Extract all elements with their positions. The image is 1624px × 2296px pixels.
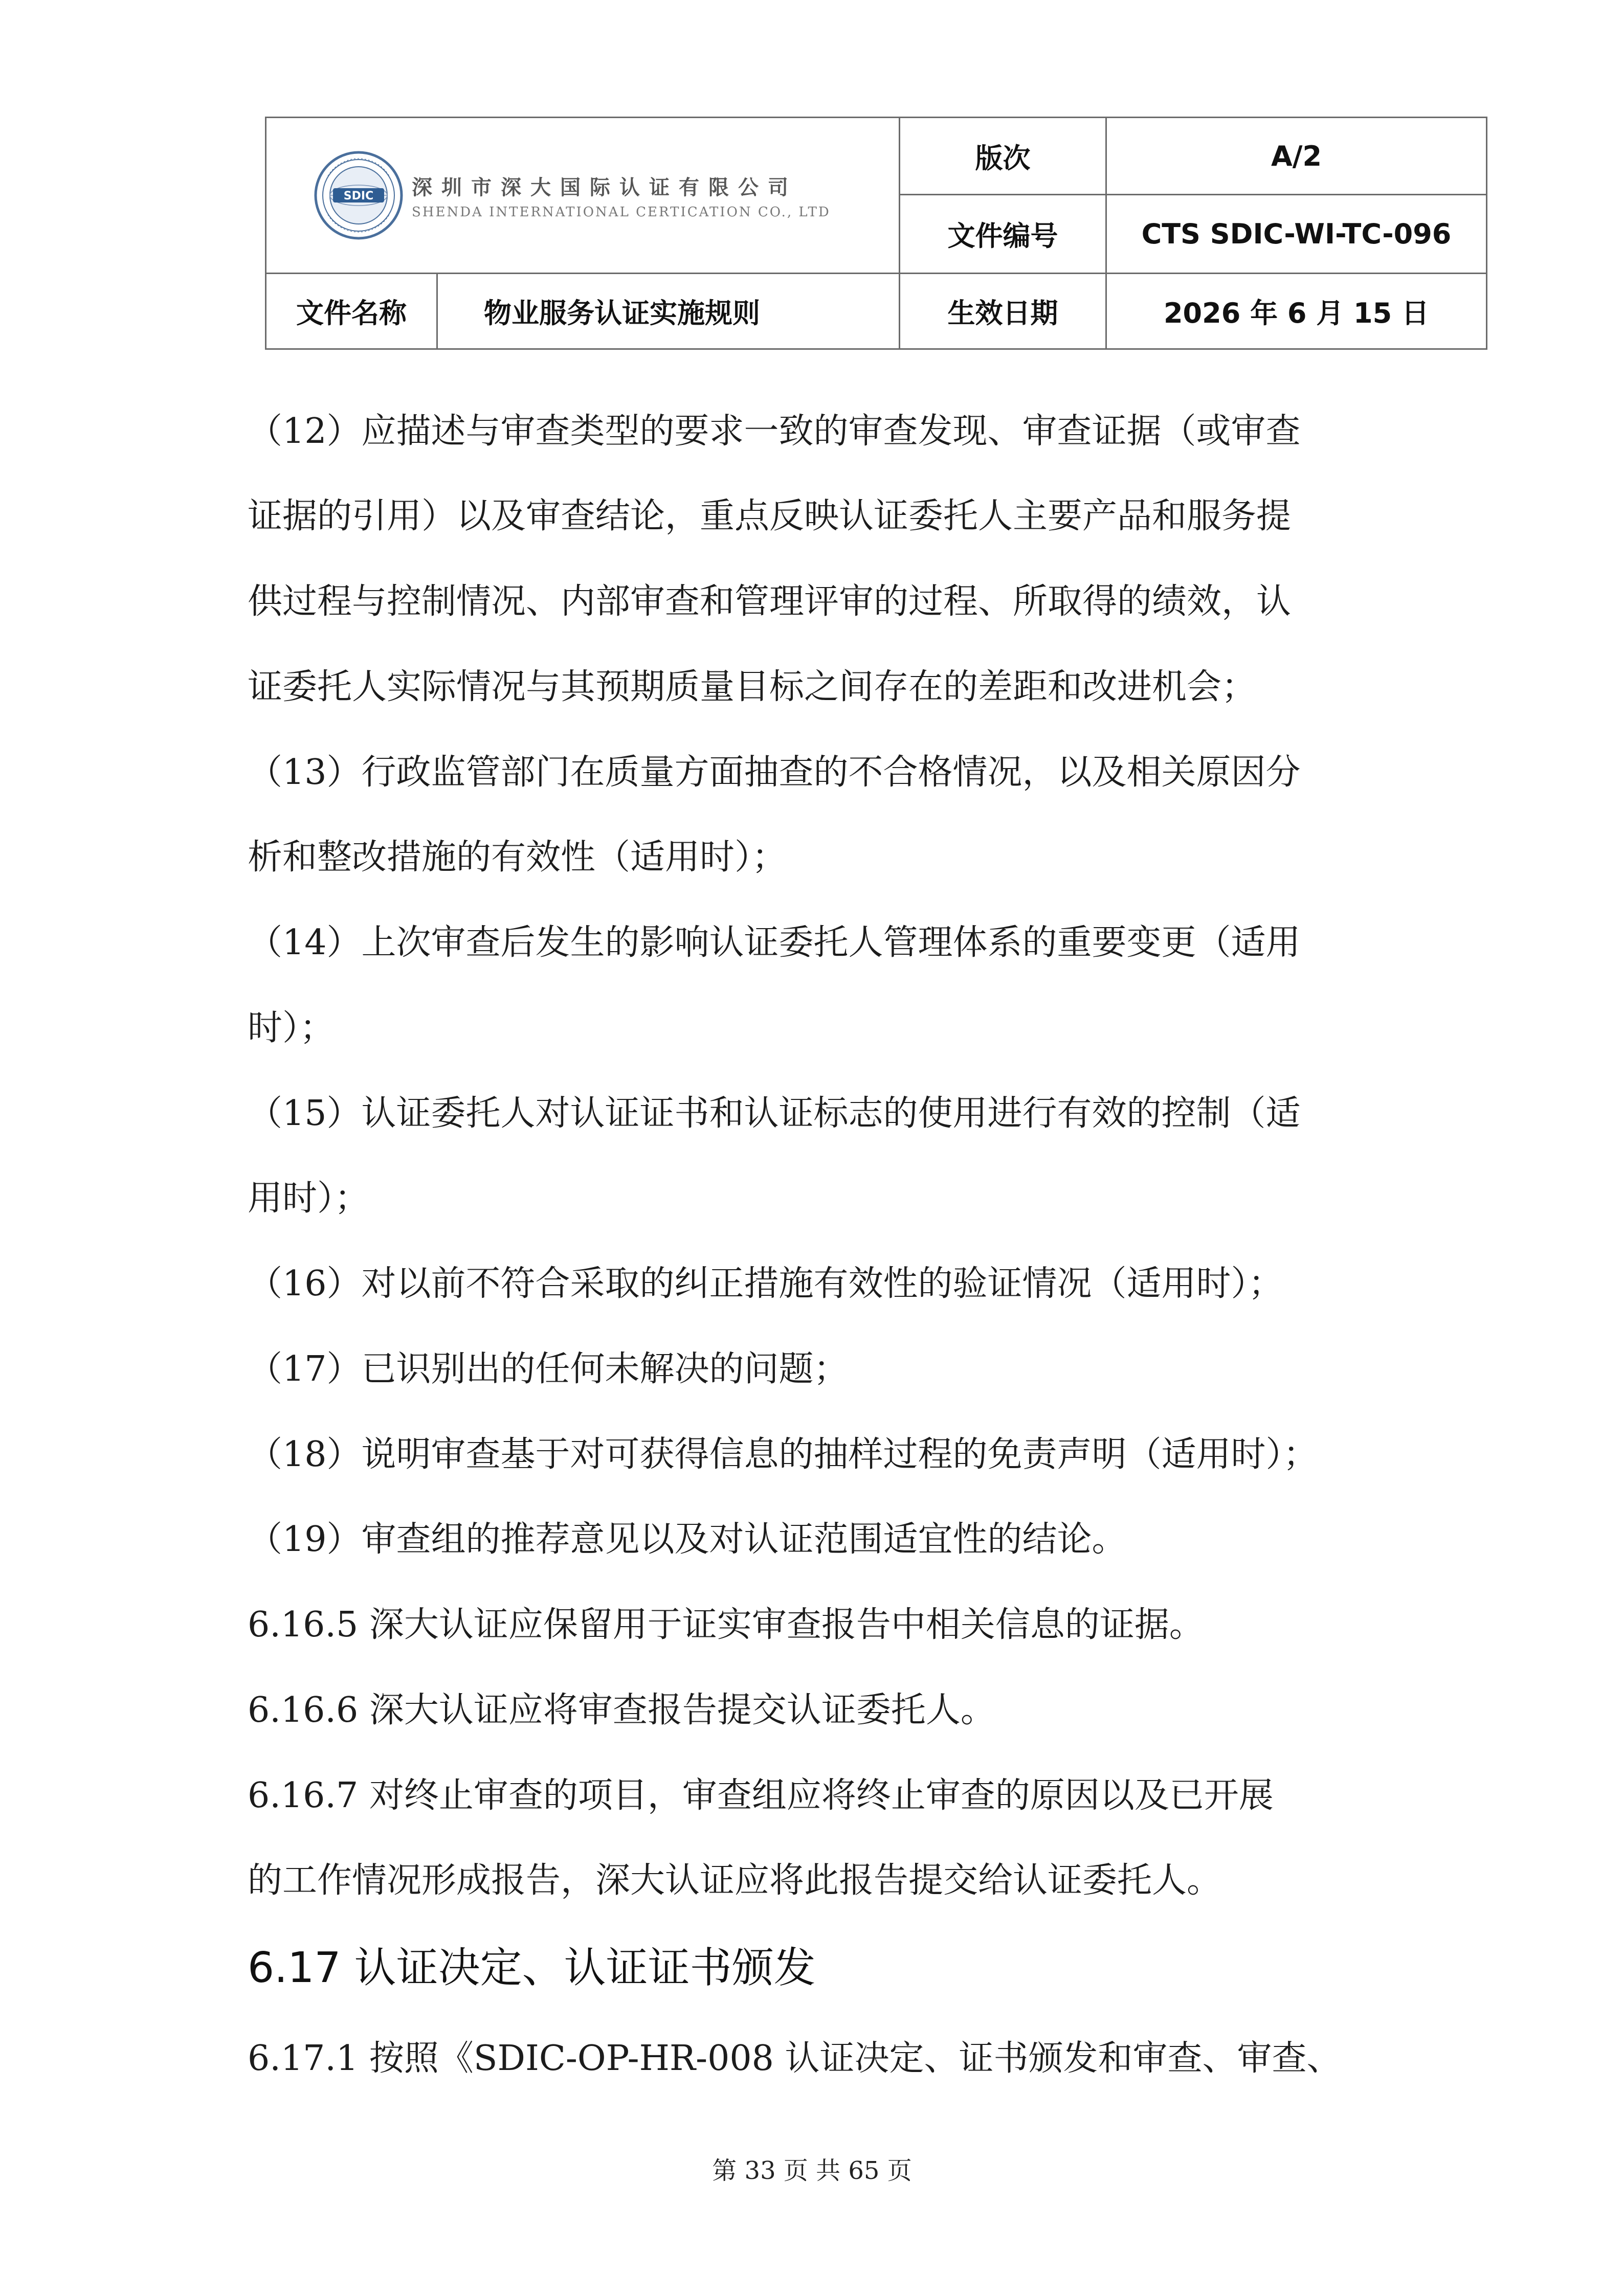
body-line: 6.17.1 按照《SDIC-OP-HR-008 认证决定、证书颁发和审查、审查、 — [248, 2038, 1342, 2079]
company-logo-cell — [266, 118, 899, 273]
document-header-table — [265, 117, 1487, 350]
company-name-cn: 深圳市深大国际认证有限公司 — [412, 175, 797, 199]
body-line: 6.16.7 对终止审查的项目，审查组应将终止审查的原因以及已开展 — [248, 1775, 1274, 1816]
document-name-label: 文件名称 — [296, 297, 407, 329]
body-line: 证据的引用）以及审查结论，重点反映认证委托人主要产品和服务提 — [248, 496, 1292, 536]
body-line: 6.16.6 深大认证应将审查报告提交认证委托人。 — [248, 1690, 995, 1730]
body-line: （12）应描述与审查类型的要求一致的审查发现、审查证据（或审查 — [248, 411, 1301, 452]
effective-date-value: 2026 年 6 月 15 日 — [1163, 297, 1429, 329]
body-line: （14）上次审查后发生的影响认证委托人管理体系的重要变更（适用 — [248, 922, 1301, 963]
body-line: 供过程与控制情况、内部审查和管理评审的过程、所取得的绩效，认 — [248, 581, 1292, 622]
body-line: （19）审查组的推荐意见以及对认证范围适宜性的结论。 — [248, 1519, 1127, 1560]
effective-date-label: 生效日期 — [947, 297, 1058, 329]
company-name-block — [412, 171, 831, 220]
body-line: 6.16.5 深大认证应保留用于证实审查报告中相关信息的证据。 — [248, 1605, 1204, 1645]
page-number: 第 33 页 共 65 页 — [712, 2156, 912, 2185]
body-line: （15）认证委托人对认证证书和认证标志的使用进行有效的控制（适 — [248, 1093, 1301, 1134]
company-name-en: SHENDA INTERNATIONAL CERTICATION CO., LTD — [412, 204, 831, 220]
document-number-label: 文件编号 — [947, 220, 1058, 252]
body-line: 的工作情况形成报告，深大认证应将此报告提交给认证委托人。 — [248, 1860, 1222, 1901]
body-line: 用时）； — [248, 1178, 370, 1219]
document-number-value: CTS SDIC-WI-TC-096 — [1141, 218, 1452, 250]
body-line: （18）说明审查基于对可获得信息的抽样过程的免责声明（适用时）； — [248, 1434, 1318, 1475]
body-line: （13）行政监管部门在质量方面抽查的不合格情况，以及相关原因分 — [248, 752, 1301, 793]
document-name-value: 物业服务认证实施规则 — [484, 297, 760, 329]
company-seal-icon — [313, 149, 405, 241]
body-line: （16）对以前不符合采取的纠正措施有效性的验证情况（适用时）； — [248, 1264, 1283, 1304]
seal-logo-text: SDIC — [343, 190, 374, 202]
section-heading: 6.17 认证决定、认证证书颁发 — [248, 1944, 816, 1992]
body-line: 证委托人实际情况与其预期质量目标之间存在的差距和改进机会； — [248, 667, 1257, 707]
body-line: 时）； — [248, 1008, 335, 1048]
body-line: （17）已识别出的任何未解决的问题； — [248, 1349, 849, 1389]
version-value: A/2 — [1271, 140, 1322, 172]
version-label: 版次 — [975, 142, 1031, 174]
body-line: 析和整改措施的有效性（适用时）； — [248, 837, 787, 877]
